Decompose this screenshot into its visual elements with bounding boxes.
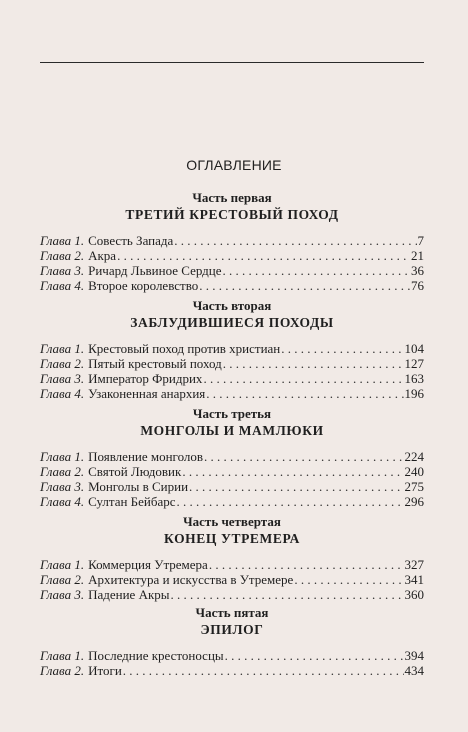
chapter-title: Император Фридрих xyxy=(88,371,203,386)
chapter-title: Совесть Запада xyxy=(88,233,174,248)
chapter-number: Глава 4. xyxy=(40,278,85,293)
toc-entry[interactable] xyxy=(40,233,424,248)
toc-entry[interactable] xyxy=(40,356,424,371)
chapter-title: Монголы в Сирии xyxy=(88,479,189,494)
chapter-number: Глава 3. xyxy=(40,587,85,602)
chapter-number: Глава 4. xyxy=(40,386,85,401)
part-label: Часть третья xyxy=(192,406,272,421)
toc-entry[interactable] xyxy=(40,278,424,293)
toc-entry[interactable] xyxy=(40,587,424,602)
leader-dots xyxy=(206,386,403,401)
chapter-title: Второе королевство xyxy=(88,278,199,293)
leader-dots xyxy=(294,572,403,587)
chapter-number: Глава 1. xyxy=(40,233,85,248)
page-number: 360 xyxy=(404,587,424,602)
chapter-number: Глава 3. xyxy=(40,263,85,278)
page-number: 7 xyxy=(417,233,424,248)
chapter-number: Глава 2. xyxy=(40,663,85,678)
chapter-title: Архитектура и искусства в Утремере xyxy=(88,572,294,587)
chapter-title: Султан Бейбарс xyxy=(88,494,176,509)
toc-entry[interactable] xyxy=(40,663,424,678)
leader-dots xyxy=(117,248,410,263)
page-number: 104 xyxy=(404,341,424,356)
leader-dots xyxy=(123,663,404,678)
chapter-number: Глава 3. xyxy=(40,371,85,386)
page-number: 275 xyxy=(404,479,424,494)
top-rule xyxy=(40,62,424,63)
toc-entry[interactable] xyxy=(40,386,424,401)
toc-entry[interactable] xyxy=(40,494,424,509)
chapter-number: Глава 2. xyxy=(40,464,85,479)
page-number: 21 xyxy=(411,248,424,263)
part-label: Часть четвертая xyxy=(183,514,281,529)
toc-entry[interactable] xyxy=(40,449,424,464)
chapter-title: Последние крестоносцы xyxy=(88,648,224,663)
chapter-number: Глава 4. xyxy=(40,494,85,509)
toc-entry[interactable] xyxy=(40,557,424,572)
part-label: Часть первая xyxy=(192,190,272,205)
chapter-number: Глава 1. xyxy=(40,557,85,572)
chapter-number: Глава 2. xyxy=(40,248,85,263)
chapter-title: Крестовый поход против христиан xyxy=(88,341,281,356)
leader-dots xyxy=(174,233,416,248)
chapter-number: Глава 1. xyxy=(40,648,85,663)
chapter-number: Глава 1. xyxy=(40,449,85,464)
chapter-title: Акра xyxy=(88,248,117,263)
page-number: 163 xyxy=(404,371,424,386)
chapter-title: Ричард Львиное Сердце xyxy=(88,263,222,278)
chapter-title: Появление монголов xyxy=(88,449,204,464)
page-number: 76 xyxy=(411,278,424,293)
toc-entry[interactable] xyxy=(40,248,424,263)
toc-heading: ОГЛАВЛЕНИЕ xyxy=(186,157,282,173)
page-number: 224 xyxy=(404,449,424,464)
leader-dots xyxy=(281,341,403,356)
leader-dots xyxy=(171,587,404,602)
toc-entry[interactable] xyxy=(40,648,424,663)
toc-entry[interactable] xyxy=(40,464,424,479)
part-5 xyxy=(40,605,424,678)
leader-dots xyxy=(225,648,404,663)
toc-entry[interactable] xyxy=(40,263,424,278)
chapter-number: Глава 3. xyxy=(40,479,85,494)
page-number: 127 xyxy=(404,356,424,371)
part-label: Часть вторая xyxy=(192,298,272,313)
chapter-number: Глава 2. xyxy=(40,572,85,587)
chapter-title: Итоги xyxy=(88,663,122,678)
chapter-number: Глава 1. xyxy=(40,341,85,356)
chapter-title: Святой Людовик xyxy=(88,464,182,479)
page-number: 36 xyxy=(411,263,424,278)
leader-dots xyxy=(204,449,403,464)
part-name: ТРЕТИЙ КРЕСТОВЫЙ ПОХОД xyxy=(125,207,339,222)
page-number: 327 xyxy=(404,557,424,572)
leader-dots xyxy=(223,263,410,278)
toc-entry[interactable] xyxy=(40,341,424,356)
part-name: ЭПИЛОГ xyxy=(200,622,264,637)
toc-entry[interactable] xyxy=(40,572,424,587)
leader-dots xyxy=(189,479,403,494)
page-number: 296 xyxy=(404,494,424,509)
chapter-title: Пятый крестовый поход xyxy=(88,356,222,371)
chapter-title: Падение Акры xyxy=(88,587,170,602)
toc-entry[interactable] xyxy=(40,479,424,494)
chapter-title: Узаконенная анархия xyxy=(88,386,206,401)
leader-dots xyxy=(199,278,410,293)
page-number: 394 xyxy=(404,648,424,663)
part-label: Часть пятая xyxy=(195,605,269,620)
toc-entry[interactable] xyxy=(40,371,424,386)
leader-dots xyxy=(177,494,404,509)
page-number: 196 xyxy=(404,386,424,401)
part-4 xyxy=(40,514,424,602)
page-number: 434 xyxy=(404,663,424,678)
part-name: КОНЕЦ УТРЕМЕРА xyxy=(164,531,300,546)
part-3 xyxy=(40,406,424,509)
part-name: МОНГОЛЫ И МАМЛЮКИ xyxy=(140,423,324,438)
chapter-number: Глава 2. xyxy=(40,356,85,371)
leader-dots xyxy=(203,371,403,386)
page-number: 341 xyxy=(404,572,424,587)
leader-dots xyxy=(182,464,403,479)
chapter-title: Коммерция Утремера xyxy=(88,557,208,572)
part-1 xyxy=(40,190,424,293)
leader-dots xyxy=(223,356,404,371)
page-number: 240 xyxy=(404,464,424,479)
leader-dots xyxy=(209,557,404,572)
part-2 xyxy=(40,298,424,401)
part-name: ЗАБЛУДИВШИЕСЯ ПОХОДЫ xyxy=(130,315,334,330)
